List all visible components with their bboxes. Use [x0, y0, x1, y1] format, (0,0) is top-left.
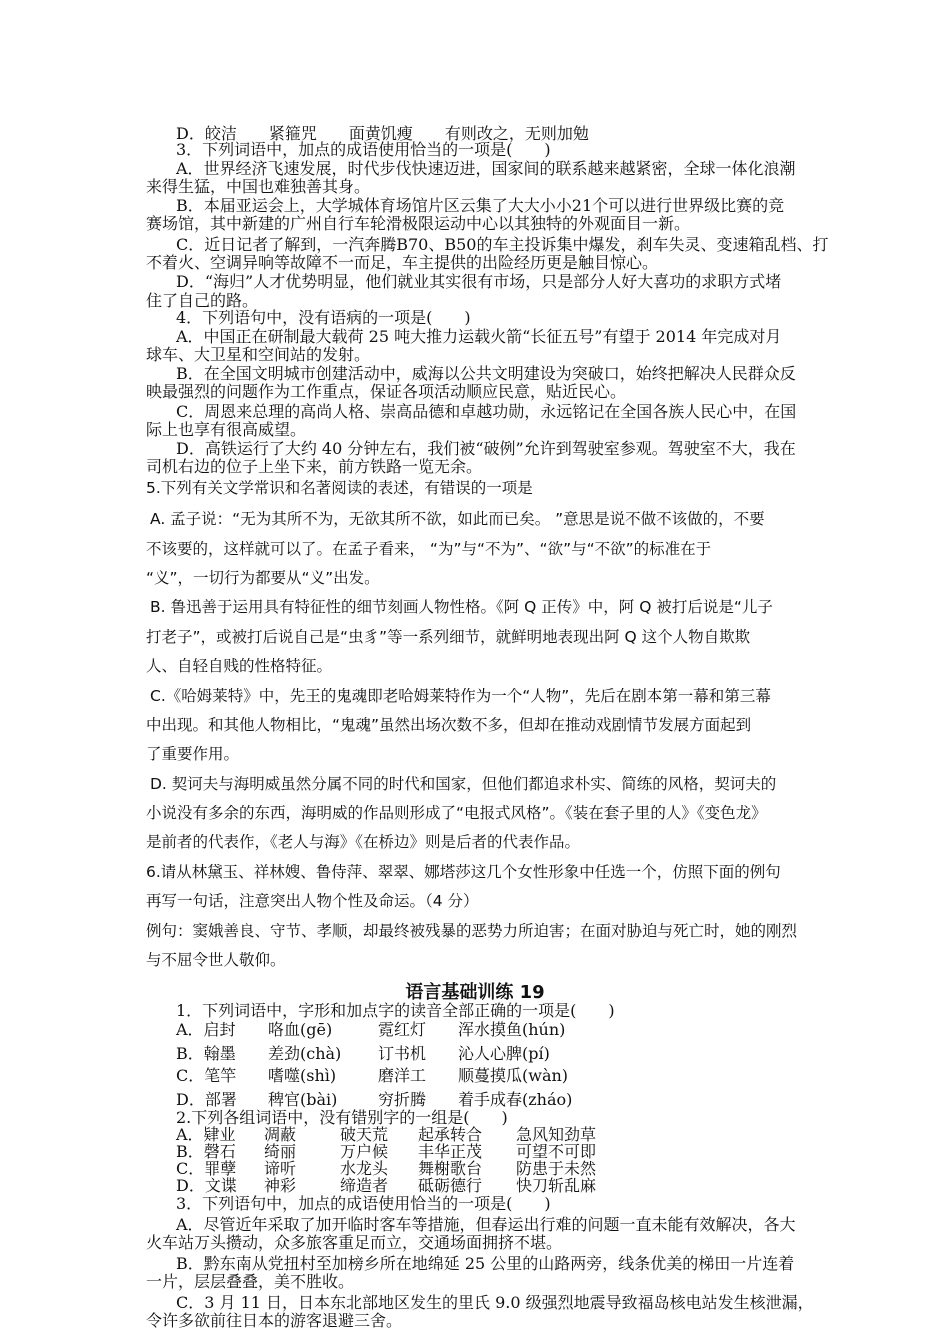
q5-option-d-line1: D. 契诃夫与海明威虽然分属不同的时代和国家，但他们都追求朴实、简练的风格，契诃夫的 — [150, 775, 777, 793]
p3-q3-option-b-line1: B．黔东南从党扭村至加榜乡所在地绵延 25 公里的山路两旁，线条优美的梯田一片连着 — [176, 1254, 795, 1273]
p3-q2-option-b: B．磬石 绮丽 万户候 丰华正茂 可望不可即 — [176, 1142, 597, 1161]
q5-option-b-line1: B. 鲁迅善于运用具有特征性的细节刻画人物性格。《阿 Q 正传》中，阿 Q 被打后说是“儿子 — [150, 598, 773, 616]
q6-line2: 再写一句话，注意突出人物个性及命运。（4 分） — [146, 892, 479, 910]
section-title: 语言基础训练 19 — [405, 982, 545, 1003]
p3-q1-option-c: C．笔竿 嗜噬(shì) 磨洋工 顺蔓摸瓜(wàn) — [176, 1066, 569, 1085]
q5-stem: 5.下列有关文学常识和名著阅读的表述，有错误的一项是 — [146, 479, 533, 497]
q6-line1: 6.请从林黛玉、祥林嫂、鲁侍萍、翠翠、娜塔莎这几个女性形象中任选一个，仿照下面的例句 — [146, 863, 781, 881]
q4-option-b-line1: B．在全国文明城市创建活动中，威海以公共文明建设为突破口，始终把解决人民群众反 — [176, 364, 796, 383]
p3-q3-option-a-line2: 火车站万头攒动，众多旅客重足而立，交通场面拥挤不堪。 — [146, 1233, 563, 1252]
q2-option-d: D．皎洁 紧箍咒 面黄饥瘦 有则改之，无则加勉 — [176, 124, 589, 143]
q3-option-d-line2: 住了自己的路。 — [146, 291, 259, 310]
q4-option-d-line2: 司机右边的位子上坐下来，前方铁路一览无余。 — [146, 457, 483, 476]
q3-option-a-line1: A．世界经济飞速发展，时代步伐快速迈进，国家间的联系越来越紧密，全球一体化浪潮 — [176, 159, 796, 178]
p3-q3-option-a-line1: A．尽管近年采取了加开临时客车等措施，但春运出行难的问题一直未能有效解决，各大 — [176, 1215, 796, 1234]
q5-option-c-line2: 中出现。和其他人物相比，“鬼魂”虽然出场次数不多，但却在推动戏剧情节发展方面起到 — [146, 716, 752, 734]
p3-q1-option-d: D．部署 稗官(bài) 穷折腾 着手成春(zháo) — [176, 1090, 573, 1109]
q5-option-c-line3: 了重要作用。 — [146, 745, 240, 763]
q3-option-a-line2: 来得生猛，中国也难独善其身。 — [146, 177, 371, 196]
q4-option-a-line2: 球车、大卫星和空间站的发射。 — [146, 345, 371, 364]
q3-option-c-line1: C．近日记者了解到，一汽奔腾B70、B50的车主投诉集中爆发，刹车失灵、变速箱乱档、打 — [176, 235, 829, 254]
p3-q1-option-b: B．翰墨 差劲(chà) 订书机 沁人心脾(pí) — [176, 1044, 550, 1063]
q5-option-d-line3: 是前者的代表作，《老人与海》《在桥边》则是后者的代表作品。 — [146, 833, 581, 851]
q4-option-c-line2: 际上也享有很高威望。 — [146, 420, 307, 439]
p3-q2-option-c: C．罪孽 谛听 水龙头 舞榭歌台 防患于未然 — [176, 1159, 597, 1178]
q3-option-b-line1: B．本届亚运会上，大学城体育场馆片区云集了大大小小21个可以进行世界级比赛的竞 — [176, 196, 785, 215]
p3-q3-option-c-line2: 令许多欲前往日本的游客退避三舍。 — [146, 1311, 403, 1330]
p3-q1-stem: 1．下列词语中，字形和加点字的读音全部正确的一项是( ) — [176, 1001, 615, 1020]
q3-stem: 3．下列词语中，加点的成语使用恰当的一项是( ) — [176, 140, 551, 159]
q4-stem: 4．下列语句中，没有语病的一项是( ) — [176, 308, 471, 327]
q4-option-b-line2: 映最强烈的问题作为工作重点，保证各项活动顺应民意，贴近民心。 — [146, 382, 627, 401]
q5-option-b-line2: 打老子”，或被打后说自己是“虫豸”等一系列细节，就鲜明地表现出阿 Q 这个人物自欺欺 — [146, 628, 751, 646]
q5-option-c-line1: C.《哈姆莱特》中，先王的鬼魂即老哈姆莱特作为一个“人物”，先后在剧本第一幕和第三幕 — [150, 687, 771, 705]
q4-option-a-line1: A．中国正在研制最大载荷 25 吨大推力运载火箭“长征五号”有望于 2014 年完成对月 — [176, 327, 782, 346]
p3-q2-stem: 2.下列各组词语中，没有错别字的一组是( ) — [176, 1108, 508, 1127]
q5-option-d-line2: 小说没有多余的东西，海明威的作品则形成了“电报式风格”。《装在套子里的人》《变色龙》 — [146, 804, 767, 822]
q4-option-d-line1: D．高铁运行了大约 40 分钟左右，我们被“破例”允许到驾驶室参观。驾驶室不大，我在 — [176, 439, 796, 458]
p3-q1-option-a: A．启封 咯血(gē) 霓红灯 浑水摸鱼(hún) — [176, 1020, 566, 1039]
p3-q3-option-b-line2: 一片，层层叠叠，美不胜收。 — [146, 1272, 355, 1291]
q3-option-c-line2: 不着火、空调异响等故障不一而足，车主提供的出险经历更是触目惊心。 — [146, 253, 659, 272]
q3-option-d-line1: D．“海归”人才优势明显，他们就业其实很有市场，只是部分人好大喜功的求职方式堵 — [176, 272, 782, 291]
p3-q2-option-d: D．文谍 神彩 缔造者 砥砺德行 快刀斩乱麻 — [176, 1176, 597, 1195]
p3-q2-option-a: A．肄业 凋蔽 破天荒 起承转合 急风知劲草 — [176, 1125, 597, 1144]
q3-option-b-line2: 赛场馆，其中新建的广州自行车轮滑极限运动中心以其独特的外观面目一新。 — [146, 214, 691, 233]
q5-option-b-line3: 人、自轻自贱的性格特征。 — [146, 657, 333, 675]
q6-example-line1: 例句：窦娥善良、守节、孝顺，却最终被残暴的恶势力所迫害；在面对胁迫与死亡时，她的刚烈 — [146, 922, 798, 940]
q5-option-a-line2: 不该要的，这样就可以了。在孟子看来， “为”与“不为”、“欲”与“不欲”的标准在于 — [146, 540, 712, 558]
p3-q3-option-c-line1: C．3 月 11 日，日本东北部地区发生的里氏 9.0 级强烈地震导致福岛核电站发生核泄漏， — [176, 1293, 814, 1312]
q4-option-c-line1: C．周恩来总理的高尚人格、崇高品德和卓越功勋，永远铭记在全国各族人民心中，在国 — [176, 402, 797, 421]
q5-option-a-line1: A. 孟子说：“无为其所不为，无欲其所不欲，如此而已矣。 ”意思是说不做不该做的，不要 — [150, 510, 765, 528]
p3-q3-stem: 3．下列语句中，加点的成语使用恰当的一项是( ) — [176, 1194, 551, 1213]
q5-option-a-line3: “义”，一切行为都要从“义”出发。 — [146, 569, 380, 587]
q6-example-line2: 与不屈令世人敬仰。 — [146, 951, 286, 969]
